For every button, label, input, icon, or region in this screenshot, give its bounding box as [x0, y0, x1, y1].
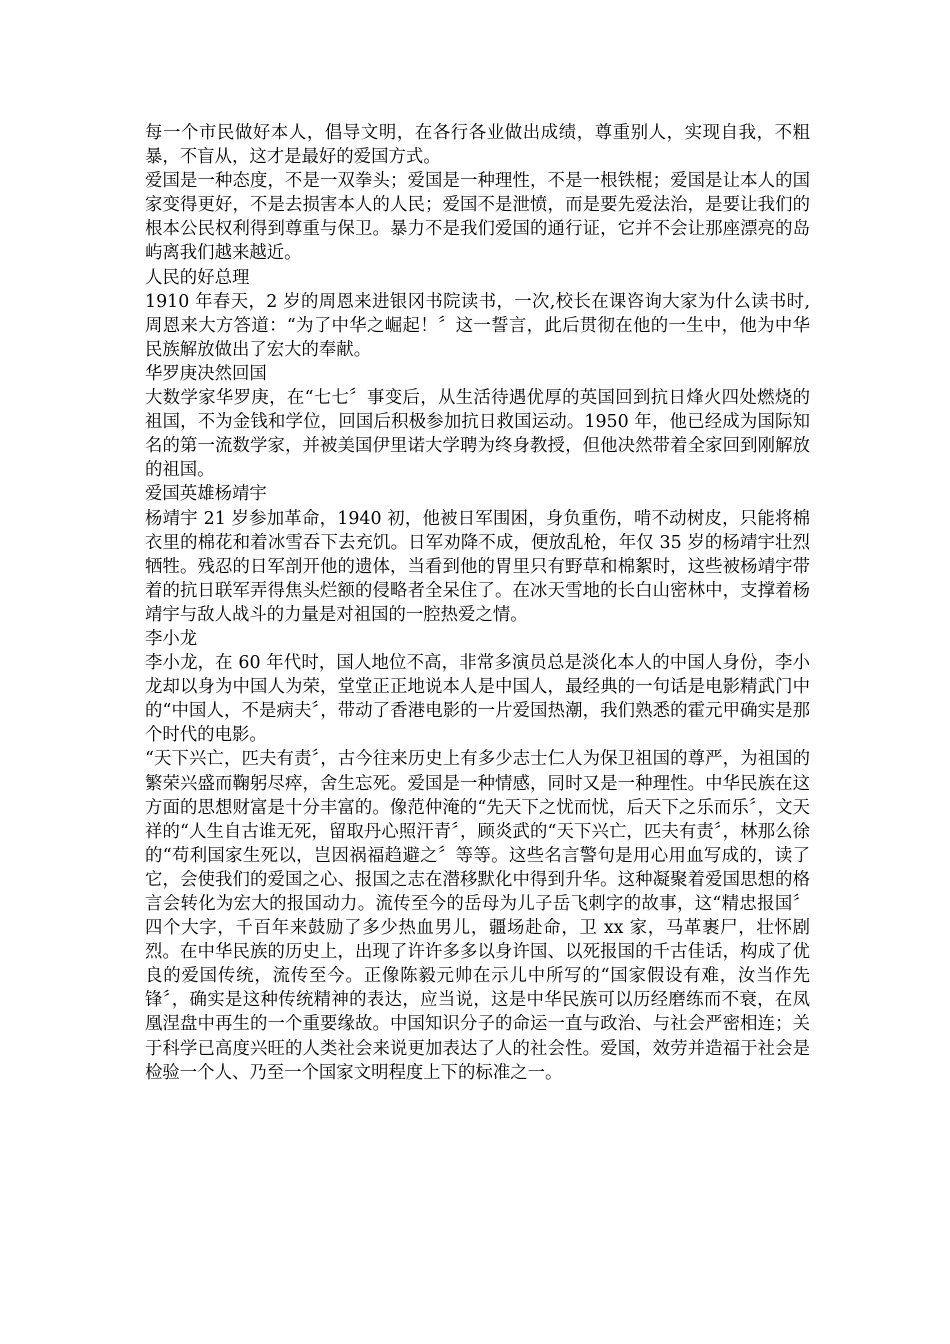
paragraph-hua-luogeng: 大数学家华罗庚，在“七七〞事变后，从生活待遇优厚的英国回到抗日烽火四处燃烧的祖国，不为金钱和学位，回国后积极参加抗日救国运动。1950 年，他已经成为国际知名的第一流数学家，并被美国伊里诺大学聘为终身教授，但他决然带着全家回到刚解放的祖国。 — [145, 388, 810, 481]
paragraph-yang-jingyu: 杨靖宇 21 岁参加革命，1940 初，他被日军围困，身负重伤，啃不动树皮，只能将棉衣里的棉花和着冰雪吞下去充饥。日军劝降不成，便放乱枪，年仅 35 岁的杨靖宇壮烈牺牲。残忍的日军剖开他的遗体，当看到他的胃里只有野草和棉絮时，这些被杨靖宇带着的抗日联军弄得焦头烂额的侵略者全呆住了。在冰天雪地的长白山密林中，支撑着杨靖宇与敌人战斗的力量是对祖国的一腔热爱之情。 — [145, 508, 810, 625]
paragraph-national-responsibility: “天下兴亡，匹夫有责〞，古今往来历史上有多少志士仁人为保卫祖国的尊严，为祖国的繁荣兴盛而鞠躬尽瘁，舍生忘死。爱国是一种情感，同时又是一种理性。中华民族在这方面的思想财富是十分丰富的。像范仲淹的“先天下之忧而忧，后天下之乐而乐〞，文天祥的“人生自古谁无死，留取丹心照汗青〞，顾炎武的“天下兴亡，匹夫有责〞，林那么徐的“苟利国家生死以，岂因祸福趋避之〞等等。这些名言警句是用心用血写成的，读了它，会使我们的爱国之心、报国之志在潜移默化中得到升华。这种凝聚着爱国思想的格言会转化为宏大的报国动力。流传至今的岳母为儿子岳飞刺字的故事，这“精忠报国〞四个大字，千百年来鼓励了多少热血男儿，疆场赴命，卫 xx 家，马革裹尸，壮怀剧烈。在中华民族的历史上，出现了许许多多以身许国、以死报国的千古佳话，构成了优良的爱国传统，流传至今。正像陈毅元帅在示儿中所写的“国家假设有难，汝当作先锋〞，确实是这种传统精神的表达，应当说，这是中华民族可以历经磨练而不衰，在凤凰涅盘中再生的一个重要缘故。中国知识分子的命运一直与政治、与社会严密相连；关于科学已高度兴旺的人类社会来说更加表达了人的社会性。爱国，效劳并造福于社会是检验一个人、乃至一个国家文明程度上下的标准之一。 — [145, 749, 810, 1083]
heading-hua-luogeng: 华罗庚决然回国 — [145, 363, 267, 384]
paragraph-zhou-enlai: 1910 年春天，2 岁的周恩来进银冈书院读书，一次,校长在课咨询大家为什么读书时,周恩来大方答道：“为了中华之崛起！〞这一誓言，此后贯彻在他的一生中，他为中华民族解放做出了宏大的奉献。 — [145, 291, 810, 360]
paragraph-bruce-lee: 李小龙，在 60 年代时，国人地位不高，非常多演员总是淡化本人的中国人身份，李小龙却以身为中国人为荣，堂堂正正地说本人是中国人，最经典的一句话是电影精武门中的“中国人，不是病夫〞，带动了香港电影的一片爱国热潮，我们熟悉的霍元甲确实是那个时代的电影。 — [145, 653, 810, 746]
paragraph-patriotism-attitude: 爱国是一种态度，不是一双拳头；爱国是一种理性，不是一根铁棍；爱国是让本人的国家变得更好，不是去损害本人的人民；爱国不是泄愤，而是要先爱法治，是要让我们的根本公民权利得到尊重与保卫。暴力不是我们爱国的通行证，它并不会让那座漂亮的岛屿离我们越来越近。 — [145, 171, 810, 264]
paragraph-civic-patriotism: 每一个市民做好本人，倡导文明，在各行各业做出成绩，尊重别人，实现自我，不粗暴，不盲从，这才是最好的爱国方式。 — [145, 123, 810, 168]
document-page — [145, 121, 810, 1085]
heading-bruce-lee: 李小龙 — [145, 628, 198, 649]
heading-zhou-enlai: 人民的好总理 — [145, 267, 250, 288]
heading-yang-jingyu: 爱国英雄杨靖宇 — [145, 484, 267, 505]
